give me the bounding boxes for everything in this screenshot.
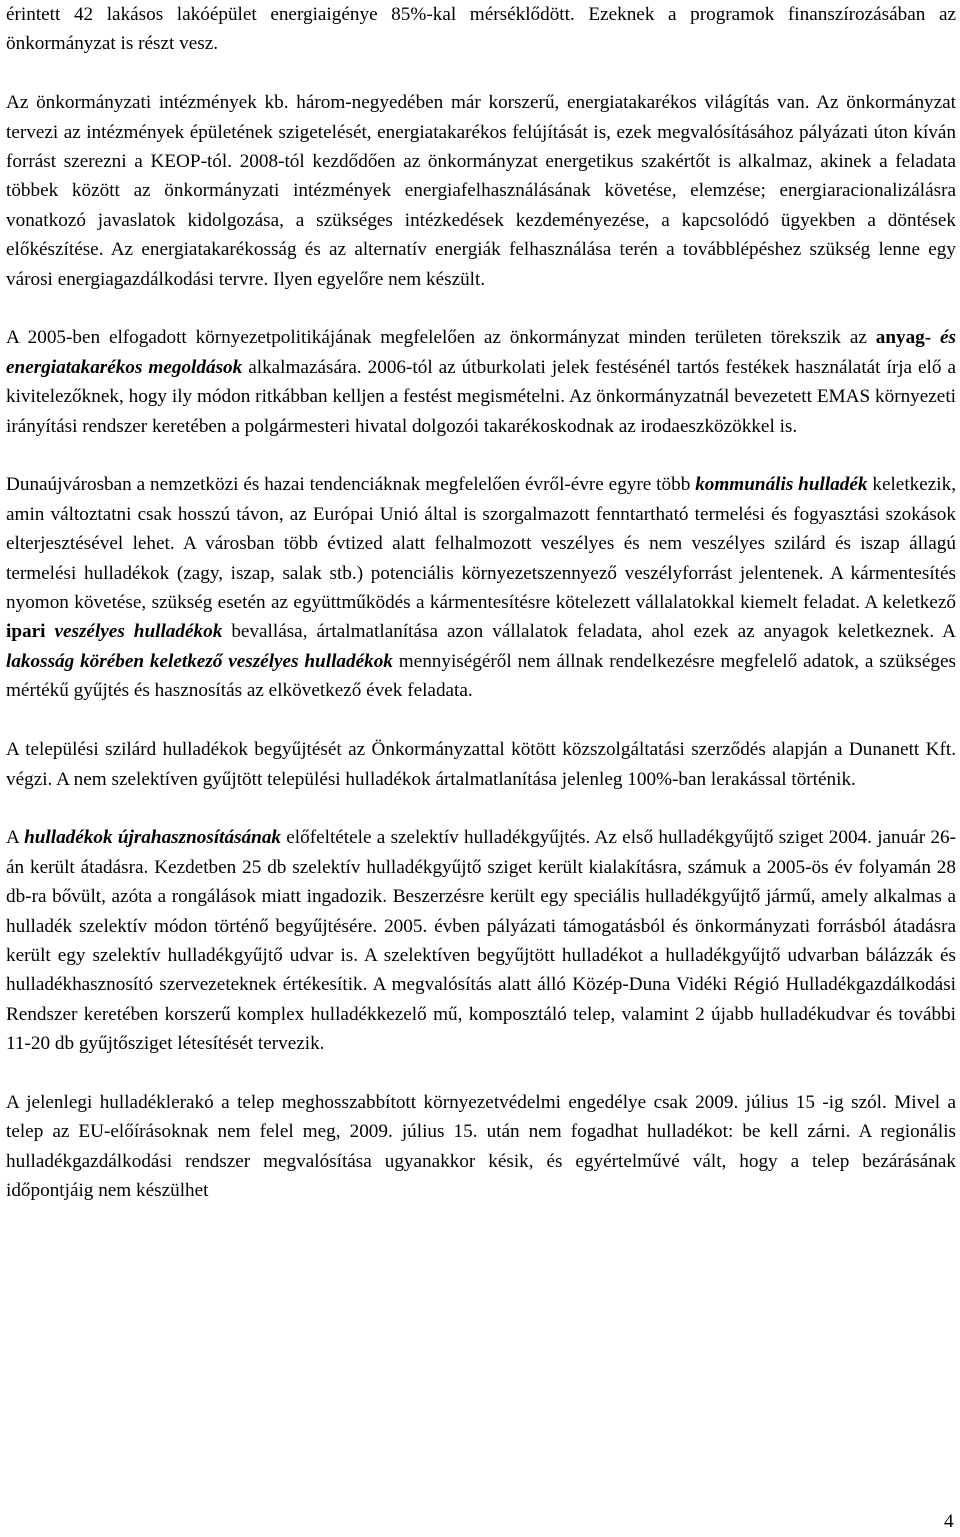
- text-run: A 2005-ben elfogadott környezetpolitikájának megfelelően az önkormányzat minden területen törekszik az: [6, 327, 876, 349]
- emphasis-text: hulladékok újrahasznosításának: [24, 827, 282, 849]
- text-run: bevallása, ártalmatlanítása azon vállalatok feladata, ahol ezek az anyagok keletkeznek. A: [222, 621, 956, 643]
- page-number: 4: [944, 1511, 954, 1532]
- emphasis-text: lakosság körében keletkező veszélyes hulladékok: [6, 650, 393, 672]
- text-run: előfeltétele a szelektív hulladékgyűjtés. Az első hulladékgyűjtő sziget 2004. január 26-án került átadásra. Kezdetben 25 db szelektív hulladékgyűjtő sziget került kialakításra, számuk a 2005-ös év folyamán 28 db-ra bővült, azóta a rongálások miatt ingadozik. Beszerzésre került egy speciális hulladékgyűjtő jármű, amely alkalmas a hulladék szelektív módon történő begyűjtésére. 2005. évben pályázati támogatásból és önkormányzati forrásból átadásra került egy szelektív hulladékgyűjtő udvar is. A szelektíven begyűjtött hulladékot a hulladékgyűjtő udvarban bálázzák és hulladékhasznosító szervezeteknek értékesítik. A megvalósítás alatt álló Közép-Duna Vidéki Régió Hulladékgazdálkodási Rendszer keretében korszerű komplex hulladékkezelő mű, komposztáló telep, valamint 2 újabb hulladékudvar és további 11-20 db gyűjtősziget létesítését tervezik.: [6, 827, 956, 1055]
- text-run: mennyiségéről nem állnak rendelkezésre megfelelő adatok, a szükséges mértékű gyűjtés és hasznosítás az elkövetkező évek feladata.: [6, 650, 956, 702]
- text-run: A jelenlegi hulladéklerakó a telep meghosszabbított környezetvédelmi engedélye csak 2009. július 15 -ig szól. Mivel a telep az EU-előírásoknak nem felel meg, 2009. július 15. után nem fogadhat hulladékot: be kell zárni. A regionális hulladékgazdálkodási rendszer megvalósítása ugyanakkor késik, és egyértelművé vált, hogy a telep bezárásának időpontjáig nem készülhet: [6, 1091, 956, 1202]
- text-run: érintett 42 lakásos lakóépület energiaigénye 85%-kal mérséklődött. Ezeknek a programok finanszírozásában az önkormányzat is részt vesz.: [6, 4, 956, 55]
- emphasis-text: anyag-: [875, 327, 941, 349]
- paragraph-2: [6, 88, 956, 294]
- paragraph-6: [6, 823, 956, 1058]
- paragraph-5: [6, 735, 956, 794]
- text-run: alkalmazására. 2006-tól az útburkolati jelek festésénél tartós festékek használatát írja elő a kivitelezőknek, hogy ily módon ritkábban kelljen a festést megismételni. Az önkormányzatnál bevezetett EMAS környezeti irányítási rendszer keretében a polgármesteri hivatal dolgozói takarékoskodnak az irodaeszközökkel is.: [6, 356, 956, 437]
- document-page: [6, 0, 956, 1235]
- text-run: keletkezik, amin változtatni csak hosszú távon, az Európai Unió által is szorgalmazott fenntartható termelési és fogyasztási szokások elterjesztésével lehet. A városban több évtized alatt felhalmozott veszélyes és nem veszélyes szilárd és iszap állagú termelési hulladékok (zagy, iszap, salak stb.) potenciális környezetszennyező veszélyforrást jelentenek. A kármentesítés nyomon követése, szükség esetén az együttműködés a kármentesítésre kötelezett vállalatokkal kiemelt feladat. A keletkező: [6, 474, 957, 614]
- text-run: Dunaújvárosban a nemzetközi és hazai tendenciáknak megfelelően évről-évre egyre több: [6, 474, 696, 496]
- text-run: A települési szilárd hulladékok begyűjtését az Önkormányzattal kötött közszolgáltatási szerződés alapján a Dunanett Kft. végzi. A nem szelektíven gyűjtött települési hulladékok ártalmatlanítása jelenleg 100%-ban lerakással történik.: [6, 739, 956, 790]
- text-run: Az önkormányzati intézmények kb. három-negyedében már korszerű, energiatakarékos világítás van. Az önkormányzat tervezi az intézmények épületének szigetelését, energiatakarékos felújítását is, ezek megvalósításához pályázati úton kíván forrást szerezni a KEOP-tól. 2008-tól kezdődően az önkormányzat energetikus szakértőt is alkalmaz, akinek a feladata többek között az önkormányzati intézmények energiafelhasználásának követése, elemzése; energiaracionalizálásra vonatkozó javaslatok kidolgozása, a szükséges intézkedések kezdeményezése, a kapcsolódó ügyekben a döntések előkészítése. Az energiatakarékosság és az alternatív energiák felhasználása terén a továbblépéshez szükség lenne egy városi energiagazdálkodási tervre. Ilyen egyelőre nem készült.: [6, 92, 956, 290]
- paragraph-1: [6, 0, 956, 59]
- emphasis-text: és energiatakarékos megoldások: [6, 327, 956, 378]
- paragraph-3: [6, 323, 956, 441]
- text-run: A: [6, 827, 25, 849]
- emphasis-text: ipari: [6, 621, 55, 643]
- paragraph-4: [6, 470, 956, 705]
- emphasis-text: kommunális hulladék: [695, 474, 868, 496]
- paragraph-7: [6, 1088, 956, 1206]
- emphasis-text: veszélyes hulladékok: [54, 621, 223, 643]
